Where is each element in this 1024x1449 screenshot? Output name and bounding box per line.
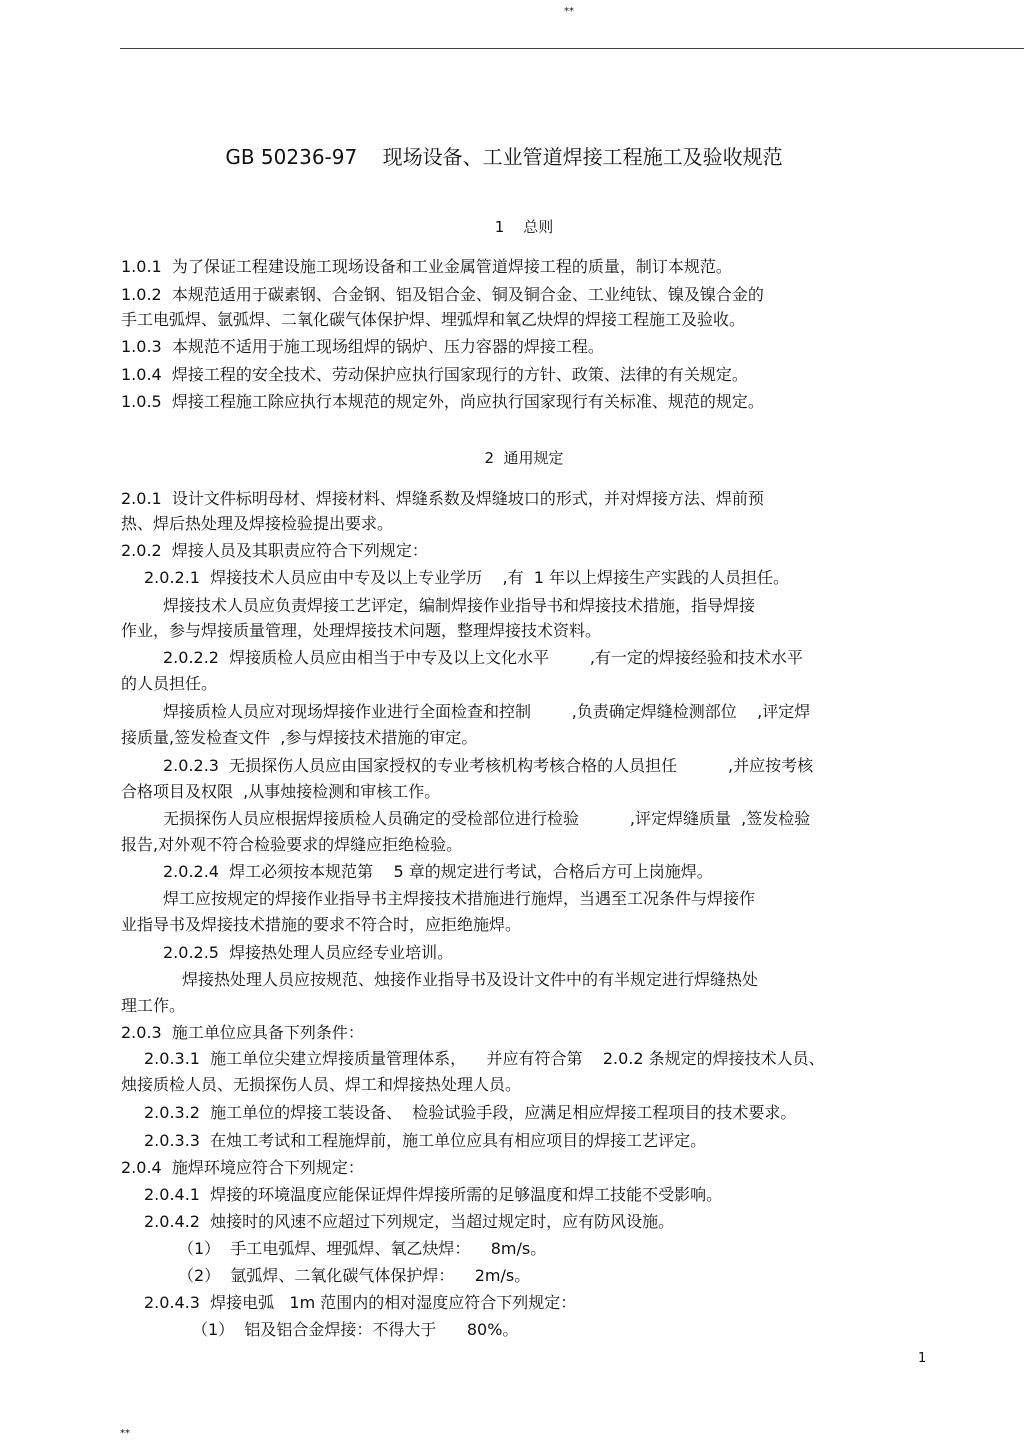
paragraph-line: 1.0.1 为了保证工程建设施工现场设备和工业金属管道焊接工程的质量，制订本规范。 <box>121 257 732 276</box>
paragraph-line: 2.0.2.4 焊工必须按本规范第 5 章的规定进行考试，合格后方可上岗施焊。 <box>163 862 713 881</box>
section-heading-2: 2 通用规定 <box>484 449 564 467</box>
paragraph-line: （2） 氩弧焊、二氧化碳气体保护焊： 2m/s。 <box>178 1266 531 1285</box>
paragraph-line: 焊工应按规定的焊接作业指导书主焊接技术措施进行施焊，当遇至工况条件与焊接作 <box>163 889 756 908</box>
paragraph-line: 2.0.2.1 焊接技术人员应由中专及以上专业学历 ,有 1 年以上焊接生产实践的人员担任。 <box>144 568 790 587</box>
paragraph-line: （1） 铝及铝合金焊接：不得大于 80%。 <box>192 1320 519 1339</box>
paragraph-line: 的人员担任。 <box>121 674 218 693</box>
paragraph-line: 合格项目及权限 ,从事烛接检测和审核工作。 <box>121 782 441 801</box>
paragraph-line: 2.0.2.2 焊接质检人员应由相当于中专及以上文化水平 ,有一定的焊接经验和技术水平 <box>163 648 803 667</box>
section-heading-1: 1 总则 <box>494 218 554 236</box>
paragraph-line: 作业，参与焊接质量管理，处理焊接技术问题，整理焊接技术资料。 <box>121 621 602 640</box>
paragraph-line: 报告,对外观不符合检验要求的焊缝应拒绝检验。 <box>121 835 463 854</box>
paragraph-line: 焊接质检人员应对现场焊接作业进行全面检查和控制 ,负责确定焊缝检测部位 ,评定焊 <box>163 702 811 721</box>
paragraph-line: 2.0.3.3 在烛工考试和工程施焊前，施工单位应具有相应项目的焊接工艺评定。 <box>144 1131 707 1150</box>
paragraph-line: 2.0.2 焊接人员及其职责应符合下列规定： <box>121 541 428 560</box>
paragraph-line: 焊接技术人员应负责焊接工艺评定，编制焊接作业指导书和焊接技术措施，指导焊接 <box>163 596 756 615</box>
paragraph-line: 2.0.4.1 焊接的环境温度应能保证焊件焊接所需的足够温度和焊工技能不受影响。 <box>144 1185 723 1204</box>
paragraph-line: 理工作。 <box>121 996 186 1015</box>
header-mark: ** <box>564 6 574 17</box>
page-header <box>0 0 1024 60</box>
paragraph-line: 1.0.4 焊接工程的安全技术、劳动保护应执行国家现行的方针、政策、法律的有关规定。 <box>121 365 748 384</box>
paragraph-line: 2.0.4 施焊环境应符合下列规定： <box>121 1158 364 1177</box>
paragraph-line: 热、焊后热处理及焊接检验提出要求。 <box>121 514 394 533</box>
paragraph-line: 接质量,签发检查文件 ,参与焊接技术措施的审定。 <box>121 728 478 747</box>
footer-mark: ** <box>120 1428 130 1439</box>
paragraph-line: 业指导书及焊接技术措施的要求不符合时，应拒绝施焊。 <box>121 915 522 934</box>
paragraph-line: 2.0.3.2 施工单位的焊接工装设备、 检验试验手段，应满足相应焊接工程项目的技术要求。 <box>144 1103 797 1122</box>
page-number: 1 <box>918 1351 927 1366</box>
paragraph-line: 焊接热处理人员应按规范、烛接作业指导书及设计文件中的有半规定进行焊缝热处 <box>182 970 759 989</box>
paragraph-line: 2.0.1 设计文件标明母材、焊接材料、焊缝系数及焊缝坡口的形式，并对焊接方法、焊前预 <box>121 489 764 508</box>
paragraph-line: 1.0.3 本规范不适用于施工现场组焊的锅炉、压力容器的焊接工程。 <box>121 337 604 356</box>
paragraph-line: 1.0.5 焊接工程施工除应执行本规范的规定外，尚应执行国家现行有关标准、规范的规定。 <box>121 392 764 411</box>
paragraph-line: 2.0.4.3 焊接电弧 1m 范围内的相对湿度应符合下列规定： <box>144 1293 577 1312</box>
paragraph-line: 2.0.3 施工单位应具备下列条件： <box>121 1023 364 1042</box>
paragraph-line: 无损探伤人员应根据焊接质检人员确定的受检部位进行检验 ,评定焊缝质量 ,签发检验 <box>163 809 811 828</box>
paragraph-line: 烛接质检人员、无损探伤人员、焊工和焊接热处理人员。 <box>121 1075 522 1094</box>
document-title: GB 50236-97 现场设备、工业管道焊接工程施工及验收规范 <box>225 145 783 169</box>
paragraph-line: 2.0.4.2 烛接时的风速不应超过下列规定，当超过规定时，应有防风设施。 <box>144 1212 675 1231</box>
paragraph-line: 1.0.2 本规范适用于碳素钢、合金钢、铝及铝合金、铜及铜合金、工业纯钛、镍及镍合金的 <box>121 285 764 304</box>
paragraph-line: 2.0.2.5 焊接热处理人员应经专业培训。 <box>163 943 454 962</box>
paragraph-line: （1） 手工电弧焊、埋弧焊、氧乙炔焊： 8m/s。 <box>178 1239 547 1258</box>
paragraph-line: 2.0.3.1 施工单位尖建立焊接质量管理体系， 并应有符合第 2.0.2 条规定的焊接技术人员、 <box>144 1049 825 1068</box>
header-rule <box>120 48 1024 49</box>
paragraph-line: 手工电弧焊、氩弧焊、二氧化碳气体保护焊、埋弧焊和氧乙炔焊的焊接工程施工及验收。 <box>121 310 746 329</box>
paragraph-line: 2.0.2.3 无损探伤人员应由国家授权的专业考核机构考核合格的人员担任 ,并应按考核 <box>163 756 814 775</box>
